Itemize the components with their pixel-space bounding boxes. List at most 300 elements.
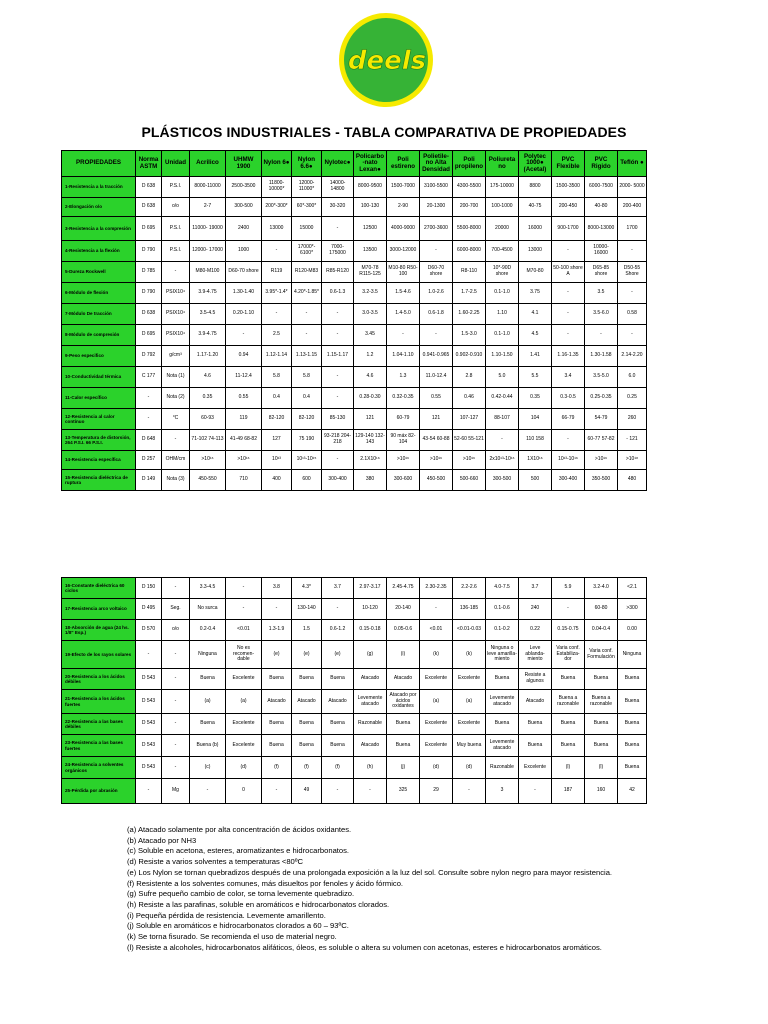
table-cell: (g) (354, 641, 387, 669)
table-cell: - (322, 779, 354, 804)
table-cell: 0.2-0.4 (190, 620, 226, 641)
table-cell: - (226, 578, 262, 599)
table-cell: 0.46 (453, 388, 486, 409)
column-header: Teflón ● (618, 151, 647, 177)
table-cell: 0.32-0.35 (387, 388, 420, 409)
table-cell: 1700 (618, 217, 647, 241)
table-cell: P.S.I. (162, 177, 190, 198)
table-cell: 10*-90D shore (486, 262, 519, 283)
table-cell: 7000- 175000 (322, 241, 354, 262)
table-cell: 2.97-3.17 (354, 578, 387, 599)
table-cell: 380 (354, 470, 387, 491)
table-cell: 1.5-3.0 (453, 325, 486, 346)
footnote: (c) Soluble en acetona, esteres, aromatizantes e hidrocarbonatos. (127, 846, 350, 856)
table-cell: 1.30-1.40 (226, 283, 262, 304)
table-cell: Atacado (262, 690, 292, 714)
table-cell: 325 (387, 779, 420, 804)
table-cell: D 790 (136, 283, 162, 304)
table-cell: 5.9 (552, 578, 585, 599)
table-cell: Muy buena (453, 735, 486, 757)
table-cell: - (162, 690, 190, 714)
table-cell: 0.94 (226, 346, 262, 367)
table-cell: (f) (322, 757, 354, 779)
table-cell: 480 (618, 470, 647, 491)
table-cell: - (519, 779, 552, 804)
table-cell: 4.1 (519, 304, 552, 325)
table-cell: 2500-3500 (226, 177, 262, 198)
table-cell: - 121 (618, 430, 647, 451)
table-cell: Excelente (453, 669, 486, 690)
table-cell: 2.14-2.20 (618, 346, 647, 367)
table-cell: 3.5 (585, 283, 618, 304)
table-cell: 0.6-1.8 (420, 304, 453, 325)
table-cell: 0.05-0.6 (387, 620, 420, 641)
table-cell: Buena (585, 669, 618, 690)
table-cell: 0.55 (226, 388, 262, 409)
table-cell: (d) (453, 757, 486, 779)
property-name: 20-Resistencia a los ácidos débiles (62, 669, 136, 690)
table-cell: Atacado (354, 669, 387, 690)
table-cell: Buena (262, 714, 292, 735)
table-cell: D 149 (136, 470, 162, 491)
table-cell: - (190, 779, 226, 804)
logo-text: deels (347, 46, 427, 76)
table-cell: D60-70 shore (420, 262, 453, 283)
property-name: 6-Módulo de flexión (62, 283, 136, 304)
table-cell: - (262, 241, 292, 262)
table-cell: 121 (420, 409, 453, 430)
table-cell: 4.6 (354, 367, 387, 388)
table-cell: 0.25 (618, 388, 647, 409)
column-header: Policarbo -nato Lexan● (354, 151, 387, 177)
property-name: 14-Resistencia específica (62, 451, 136, 470)
table-cell: - (162, 669, 190, 690)
table-cell: 1.5 (292, 620, 322, 641)
table-row (62, 217, 647, 241)
table-cell: 3000-12000 (387, 241, 420, 262)
table-cell: R119 (262, 262, 292, 283)
table-cell: D 257 (136, 451, 162, 470)
table-cell: (d) (226, 757, 262, 779)
table-cell: Buena a razonable (552, 690, 585, 714)
table-cell: 30-320 (322, 198, 354, 217)
table-cell: - (136, 409, 162, 430)
table-cell: - (322, 599, 354, 620)
table-cell: 0.4 (262, 388, 292, 409)
table-cell: 60-80 (585, 599, 618, 620)
property-name: 8-Módulo de compresión (62, 325, 136, 346)
column-header: Norma ASTM (136, 151, 162, 177)
table-cell: Buena (190, 669, 226, 690)
table-cell: - (552, 430, 585, 451)
table-cell: - (162, 735, 190, 757)
table-cell: Buena (618, 735, 647, 757)
table-cell: 107-127 (453, 409, 486, 430)
table-cell: - (262, 779, 292, 804)
table-cell: >10¹⁸ (618, 451, 647, 470)
table-cell: Atacado (354, 735, 387, 757)
table-cell: 1.0-2.6 (420, 283, 453, 304)
table-row (62, 241, 647, 262)
table-cell: 4.3* (292, 578, 322, 599)
table-cell: Buena a razonable (585, 690, 618, 714)
table-cell: R8-110 (453, 262, 486, 283)
table-cell: 1.12-1.14 (262, 346, 292, 367)
table-cell: 0.902-0.910 (453, 346, 486, 367)
table-cell: - (322, 367, 354, 388)
footnote: (j) Soluble en aromáticos e hidrocarbonatos clorados a 60 – 93ºC. (127, 921, 349, 931)
table-cell: 3.5-4.5 (190, 304, 226, 325)
table-cell: 1000 (226, 241, 262, 262)
table-cell: Buena (618, 690, 647, 714)
table-cell: 3.9-4.75 (190, 325, 226, 346)
table-cell: Excelente (519, 757, 552, 779)
table-cell: 0.22 (519, 620, 552, 641)
table-row (62, 620, 647, 641)
table-cell: Buena (585, 735, 618, 757)
table-cell: 0.6-1.2 (322, 620, 354, 641)
table-cell: 1.3 (387, 367, 420, 388)
table-cell: Buena (292, 714, 322, 735)
deels-logo (338, 12, 434, 108)
table-cell: D65-85 shore (585, 262, 618, 283)
table-row (62, 578, 647, 599)
table-cell: 42 (618, 779, 647, 804)
table-cell: 85-130 (322, 409, 354, 430)
table-cell: 2.8 (453, 367, 486, 388)
table-cell: Varia conf. Formulación (585, 641, 618, 669)
table-cell: 10-120 (354, 599, 387, 620)
table-cell: 40-80 (585, 198, 618, 217)
table-cell: 0.6-1.3 (322, 283, 354, 304)
table-cell: 0.4 (292, 388, 322, 409)
table-cell: 0.35 (190, 388, 226, 409)
table-cell: 60-93 (190, 409, 226, 430)
table-cell: Nota (3) (162, 470, 190, 491)
table-cell: Atacado por ácidos oxidantes (387, 690, 420, 714)
table-cell: - (162, 757, 190, 779)
table-cell: 0.1-1.0 (486, 283, 519, 304)
table-cell: Excelente (226, 735, 262, 757)
table-cell: 20000 (486, 217, 519, 241)
table-cell: 93-218 204-218 (322, 430, 354, 451)
footnotes (127, 825, 757, 953)
table-row (62, 735, 647, 757)
table-cell: 82-120 (262, 409, 292, 430)
table-cell: 5500-8000 (453, 217, 486, 241)
table-cell: - (136, 388, 162, 409)
table-cell: - (552, 304, 585, 325)
table-cell: Atacado (292, 690, 322, 714)
table-cell: 1.60-2.25 (453, 304, 486, 325)
table-cell: 450-550 (190, 470, 226, 491)
table-cell: (j) (387, 757, 420, 779)
table-cell: 110 158 (519, 430, 552, 451)
table-cell: 2x10¹³-10¹⁶ (486, 451, 519, 470)
table-row (62, 451, 647, 470)
table-cell: 200*-300* (262, 198, 292, 217)
table-cell: Buena (387, 714, 420, 735)
table-cell: Buena (618, 714, 647, 735)
property-name: 2-Elongación o/o (62, 198, 136, 217)
table-cell: 10¹³-10¹⁵ (292, 451, 322, 470)
table-cell: D 695 (136, 325, 162, 346)
table-cell: Varia conf. Estabiliza- dor (552, 641, 585, 669)
header-properties: PROPIEDADES (62, 151, 136, 177)
table-cell: M70-78 R115-125 (354, 262, 387, 283)
table-cell: Buena (552, 669, 585, 690)
table-cell: - (420, 599, 453, 620)
property-name: 3-Resistencia a la compresión (62, 217, 136, 241)
table-cell: 129-140 132-143 (354, 430, 387, 451)
table-cell: >10¹⁶ (420, 451, 453, 470)
table-cell: 350-500 (585, 470, 618, 491)
table-cell: Atacado (322, 690, 354, 714)
table-cell: - (552, 283, 585, 304)
table-cell: Buena (190, 714, 226, 735)
table-cell: Nota (1) (162, 367, 190, 388)
table-cell: - (162, 641, 190, 669)
table-cell: D 790 (136, 241, 162, 262)
table-row (62, 388, 647, 409)
table-cell: 4.6 (190, 367, 226, 388)
table-cell: 0.15-0.18 (354, 620, 387, 641)
table-row (62, 690, 647, 714)
table-row (62, 325, 647, 346)
table-cell: 88-107 (486, 409, 519, 430)
table-cell: 0.1-0.6 (486, 599, 519, 620)
table-cell: - (420, 325, 453, 346)
table-cell: D 495 (136, 599, 162, 620)
table-cell: 13000 (519, 241, 552, 262)
table-cell: 1.10-1.50 (486, 346, 519, 367)
table-cell: - (322, 217, 354, 241)
table-cell: 3.3-4.5 (190, 578, 226, 599)
table-cell: <0.01 (226, 620, 262, 641)
table-cell: Excelente (420, 735, 453, 757)
table-cell: D 638 (136, 304, 162, 325)
table-cell: Levemente atacado (354, 690, 387, 714)
table-cell: 104 (519, 409, 552, 430)
table-cell: <0.01-0.03 (453, 620, 486, 641)
table-cell: 11.0-12.4 (420, 367, 453, 388)
table-cell: 1.10 (486, 304, 519, 325)
table-cell: PSIX10⁴ (162, 283, 190, 304)
table-cell: 11000- 19000 (190, 217, 226, 241)
table-cell: 20-1300 (420, 198, 453, 217)
property-name: 1-Resistencia a la tracción (62, 177, 136, 198)
table-row (62, 669, 647, 690)
footnote: (h) Resiste a las parafinas, soluble en aromáticos e hidrocarbonatos clorados. (127, 899, 390, 909)
table-cell: 200-700 (453, 198, 486, 217)
table-cell: D 570 (136, 620, 162, 641)
table-cell: 20-140 (387, 599, 420, 620)
table-cell: - (322, 451, 354, 470)
table-cell: 6000-7500 (585, 177, 618, 198)
table-cell: - (453, 779, 486, 804)
property-name: 13-Temperatura de distorsión, 264 P.S.I. 66 P.S.I. (62, 430, 136, 451)
table-cell: >10¹⁶ (387, 451, 420, 470)
page-title: PLÁSTICOS INDUSTRIALES - TABLA COMPARATIVA DE PROPIEDADES (141, 124, 627, 140)
table-cell: 121 (354, 409, 387, 430)
table-cell: 12500 (354, 217, 387, 241)
table-cell: 300-600 (387, 470, 420, 491)
table-cell: 3.5-5.0 (585, 367, 618, 388)
table-cell: Excelente (226, 714, 262, 735)
table-cell: D 543 (136, 735, 162, 757)
table-cell: <2.1 (618, 578, 647, 599)
table-cell: - (618, 241, 647, 262)
table-cell: Buena (322, 714, 354, 735)
table-cell: Levemente atacado (486, 735, 519, 757)
table-cell: D 543 (136, 757, 162, 779)
table-cell: (k) (420, 641, 453, 669)
table-cell: 3100-5500 (420, 177, 453, 198)
column-header: Poliureta no (486, 151, 519, 177)
table-cell: (l) (585, 757, 618, 779)
table-cell: 60-79 (387, 409, 420, 430)
table-cell: - (162, 430, 190, 451)
table-cell: o/o (162, 198, 190, 217)
table-cell: - (162, 578, 190, 599)
table-cell: (i) (387, 641, 420, 669)
table-cell: (a) (226, 690, 262, 714)
table-cell: 8000-13000 (585, 217, 618, 241)
table-cell: - (162, 262, 190, 283)
table-cell: Leve ablanda- miento (519, 641, 552, 669)
table-cell: 0.55 (420, 388, 453, 409)
table-cell: - (262, 599, 292, 620)
footnote: (i) Pequeña pérdida de resistencia. Levemente amarillento. (127, 910, 326, 920)
table-cell: 71-102 74-113 (190, 430, 226, 451)
table-cell: - (262, 304, 292, 325)
table-cell: 0.04-0.4 (585, 620, 618, 641)
table-cell: (a) (453, 690, 486, 714)
property-name: 11-Calor específico (62, 388, 136, 409)
table-cell: 2700-3600 (420, 217, 453, 241)
table-cell: 500 (519, 470, 552, 491)
table-cell: - (136, 779, 162, 804)
table-cell: 0.35 (519, 388, 552, 409)
table-cell: 3.8 (262, 578, 292, 599)
table-cell: 49 (292, 779, 322, 804)
table-cell: 2.5 (262, 325, 292, 346)
table-cell: (d) (420, 757, 453, 779)
property-name: 25-Pérdida por abrasión (62, 779, 136, 804)
table-cell: 11-12.4 (226, 367, 262, 388)
table-cell: C 177 (136, 367, 162, 388)
table-cell: 1500-3500 (552, 177, 585, 198)
table-row (62, 177, 647, 198)
table-cell: D 792 (136, 346, 162, 367)
table-cell: Buena (618, 757, 647, 779)
table-cell: 5.8 (292, 367, 322, 388)
table-cell: 8000-9500 (354, 177, 387, 198)
table-cell: Buena (387, 735, 420, 757)
table-cell: 3.45 (354, 325, 387, 346)
table-cell: 127 (262, 430, 292, 451)
table-cell: - (292, 304, 322, 325)
table-cell: 1.4-5.0 (387, 304, 420, 325)
table-cell: 400 (262, 470, 292, 491)
table-cell: D50-55 Shore (618, 262, 647, 283)
table-cell: 3.7 (519, 578, 552, 599)
table-cell: Ninguna o leve amarilla- miento (486, 641, 519, 669)
properties-table-1 (61, 150, 647, 491)
table-cell: 1.3-1.9 (262, 620, 292, 641)
table-cell: PSIX10⁴ (162, 325, 190, 346)
table-cell: 90 máx 82-104 (387, 430, 420, 451)
table-cell: 2.45-4.75 (387, 578, 420, 599)
table-cell: 0.15-0.75 (552, 620, 585, 641)
table-cell: (l) (552, 757, 585, 779)
table-cell: 14000- 14800 (322, 177, 354, 198)
column-header: Poli estireno (387, 151, 420, 177)
column-header: PVC Flexible (552, 151, 585, 177)
column-header: Nylon 6● (262, 151, 292, 177)
table-cell: - (585, 325, 618, 346)
table-cell: 52-60 55-121 (453, 430, 486, 451)
table-row (62, 262, 647, 283)
column-header: Acrilico (190, 151, 226, 177)
table-cell: - (552, 241, 585, 262)
property-name: 23-Resistencia a las bases fuertes (62, 735, 136, 757)
table-cell: 1.13-1.15 (292, 346, 322, 367)
table-cell: >10¹⁶ (226, 451, 262, 470)
table-cell: 75 190 (292, 430, 322, 451)
property-name: 9-Peso especifico (62, 346, 136, 367)
table-cell: (h) (354, 757, 387, 779)
table-cell: 3.0-3.5 (354, 304, 387, 325)
table-cell: Ninguna (190, 641, 226, 669)
table-cell: M70-80 (519, 262, 552, 283)
table-cell: 1.7-2.5 (453, 283, 486, 304)
table-cell: (a) (190, 690, 226, 714)
table-cell: 60-77 57-82 (585, 430, 618, 451)
table-cell: 4.0-7.5 (486, 578, 519, 599)
table-row (62, 430, 647, 451)
table-cell: 3.9-4.75 (190, 283, 226, 304)
table-cell: 200-400 (618, 198, 647, 217)
table-cell: 1.5-4.6 (387, 283, 420, 304)
table-cell: D 543 (136, 690, 162, 714)
table-row (62, 714, 647, 735)
table-cell: 200-450 (552, 198, 585, 217)
property-name: 4-Resistencia a la flexión (62, 241, 136, 262)
table-cell: Levemente atacado (486, 690, 519, 714)
table-cell: - (354, 779, 387, 804)
table-cell: 300-400 (552, 470, 585, 491)
table-cell: D 543 (136, 669, 162, 690)
table-cell: °C (162, 409, 190, 430)
table-cell: Buena (486, 714, 519, 735)
table-cell: 300-500 (226, 198, 262, 217)
table-row (62, 283, 647, 304)
table-cell: Excelente (420, 669, 453, 690)
footnote: (g) Sufre pequeño cambio de color, se torna levemente quebradizo. (127, 889, 355, 899)
table-cell: Buena (618, 669, 647, 690)
table-cell: 0.3-0.5 (552, 388, 585, 409)
table-row (62, 599, 647, 620)
table-cell: 0.58 (618, 304, 647, 325)
table-cell: (c) (190, 757, 226, 779)
table-cell: 4000-9000 (387, 217, 420, 241)
table-cell: (f) (292, 757, 322, 779)
table-cell: 11800- 10000* (262, 177, 292, 198)
table-cell: 0.00 (618, 620, 647, 641)
table-cell: 1.30-1.58 (585, 346, 618, 367)
table-cell: 2.2-2.6 (453, 578, 486, 599)
